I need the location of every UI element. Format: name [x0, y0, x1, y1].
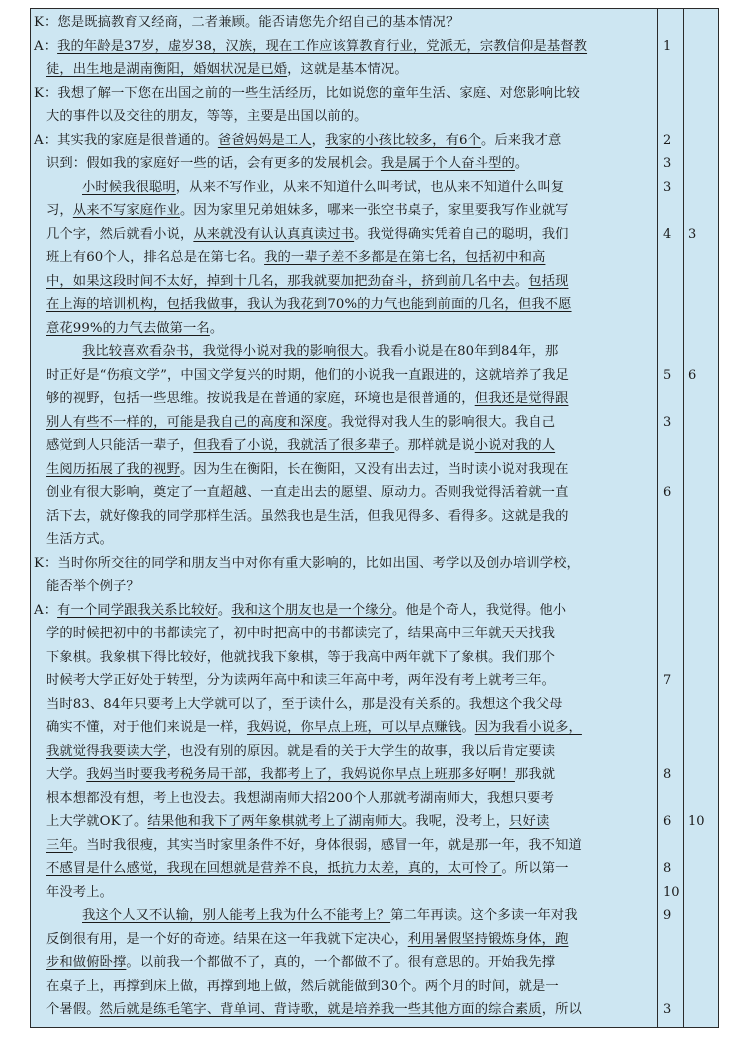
code-number-secondary: 3: [688, 226, 697, 242]
text-segment: 。: [217, 602, 232, 618]
transcript-line: [34, 647, 555, 669]
text-segment: 个暑假。: [46, 1002, 100, 1017]
code-number-primary: 6: [663, 814, 672, 829]
underlined-segment: 我家的小孩比较多，有6个: [325, 132, 481, 148]
text-segment: 活下去，就好像我的同学那样生活。虽然我也是生活，但我见得多、看得多。这就是我的: [46, 508, 569, 524]
text-segment: 。当时我很瘦，其实当时家里条件不好，身体很弱，感冒一年，就是那一年，我不知道: [72, 837, 582, 853]
underlined-segment: 但我看了小说，我就活了很多辈子: [193, 438, 395, 453]
code-number-primary: 5: [663, 367, 672, 383]
transcript-line: [34, 224, 569, 246]
underlined-segment: 别人有些不一样的，可能是我自己的高度和深度: [46, 414, 328, 430]
underlined-segment: 意花99%的力气去做第一名: [46, 320, 210, 336]
transcript-line: [34, 576, 140, 598]
transcript-line: [34, 341, 558, 363]
column-divider-1: [657, 8, 658, 1028]
transcript-line: [34, 788, 554, 810]
transcript-line: [34, 764, 555, 786]
transcript-line: [34, 412, 555, 434]
underlined-segment: 从来不写家庭作业: [72, 203, 180, 218]
code-number-primary: 7: [663, 673, 672, 688]
text-segment: 。我呢，没考上，: [401, 814, 510, 829]
text-segment: 年没考上。: [46, 884, 113, 900]
code-number-primary: 2: [663, 132, 672, 148]
code-number-secondary: 10: [688, 814, 705, 829]
text-segment: 。所以第一: [501, 861, 569, 876]
text-segment: 识到：假如我的家庭好一些的话，会有更多的发展机会。: [46, 156, 381, 171]
text-segment: 反倒很有用，是一个好的奇迹。结果在这一年我就下定决心，: [46, 931, 408, 947]
text-segment: 。他是个奇人，我觉得。他小: [392, 602, 567, 618]
transcript-line: [34, 459, 568, 481]
underlined-segment: 因为我看小说多，: [474, 720, 582, 735]
text-segment: 创业有很大影响，奠定了一直超越、一直走出去的愿望、原动力。否则我觉得活着就一直: [46, 485, 569, 500]
text-segment: A：: [34, 38, 58, 54]
underlined-segment: 我这个人又不认输，别人能考上我为什么不能考上？: [82, 908, 391, 923]
transcript-line: [34, 999, 582, 1021]
text-segment: 下象棋。我象棋下得比较好，他就找我下象棋，等于我高中两年就下了象棋。我们那个: [46, 649, 556, 665]
text-segment: ，也没有别的原因。就是看的关于大学生的故事，我以后肯定要读: [166, 743, 556, 759]
transcript-line: [34, 388, 568, 410]
text-segment: 。以前我一个都做不了，真的，一个都做不了。很有意思的。开始我先撑: [126, 955, 556, 970]
text-segment: K：当时你所交往的同学和朋友当中对你有重大影响的，比如出国、考学以及创办培训学校，: [34, 555, 580, 571]
transcript-line: [34, 153, 528, 175]
text-segment: 习，: [46, 203, 73, 218]
transcript-line: [34, 717, 582, 739]
transcript-line: [34, 130, 561, 152]
text-segment: 够的视野，包括一些思维。按说我是在普通的家庭，环境也是很普通的，: [46, 391, 475, 406]
transcript-line: [34, 976, 559, 998]
text-segment: 学的时候把初中的书都读完了，初中时把高中的书都读完了，结果高中三年就天天找我: [46, 626, 556, 641]
underlined-segment: 我比较喜欢看杂书，我觉得小说对我的影响很大: [82, 344, 364, 359]
text-segment: 当时83、84年只要考上大学就可以了，至于读什么，那是没有关系的。我想这个我父母: [46, 696, 563, 712]
underlined-segment: 我是属于个人奋斗型的: [380, 156, 515, 171]
underlined-segment: 只好读: [509, 814, 550, 829]
underlined-segment: 生阅历拓展了我的视野: [46, 461, 180, 477]
transcript-line: [34, 929, 568, 951]
code-number-primary: 4: [663, 226, 672, 242]
underlined-segment: 小说对我的人: [474, 438, 556, 453]
underlined-segment: 我的一辈子差不多都是在第七名，包括初中和高: [264, 250, 546, 265]
underlined-segment: 在上海的培训机构，包括我做事，我认为我花到70%的力气也能到前面的几名，但我不愿: [46, 297, 572, 312]
underlined-segment: 徒，出生地是湖南衡阳，婚姻状况是已婚: [46, 62, 288, 77]
text-segment: 班上有60个人，排名总是在第七名。: [46, 250, 265, 265]
transcript-line: [34, 694, 563, 716]
text-segment: 根本想都没有想，考上也没去。我想湖南师大招200个人那就考湖南师大，我想只要考: [46, 790, 554, 806]
underlined-segment: 步和做俯卧撑: [46, 955, 127, 970]
underlined-segment: 我就觉得我要读大学: [46, 743, 167, 759]
text-segment: 几个字，然后就看小说，: [46, 226, 194, 242]
underlined-segment: 爸爸妈妈是工人: [217, 132, 312, 148]
text-segment: 。那样就是说: [394, 438, 475, 453]
code-number-primary: 8: [663, 861, 672, 876]
code-number-secondary: 6: [688, 367, 697, 383]
text-segment: 时候考大学正好处于转型，分为读两年高中和读三年高中考，两年没有考上就考三年。: [46, 673, 556, 688]
transcript-line: [34, 600, 566, 622]
text-segment: ，从来不写作业，从来不知道什么叫考试，也从来不知道什么叫复: [175, 179, 565, 195]
transcript-line: [34, 623, 555, 645]
text-segment: 大的事件以及交往的朋友，等等，主要是出国以前的。: [46, 109, 368, 124]
underlined-segment: 三年: [46, 837, 73, 853]
text-segment: 生活方式。: [46, 532, 113, 547]
code-number-primary: 8: [663, 767, 672, 782]
text-segment: K：我想了解一下您在出国之前的一些生活经历，比如说您的童年生活、家庭、对您影响比较: [34, 85, 580, 101]
underlined-segment: 小时候我很聪明: [82, 179, 176, 195]
text-segment: 。我看小说是在80年到84年，那: [363, 344, 559, 359]
text-segment: 。因为生在衡阳，长在衡阳，又没有出去过，当时读小说对我现在: [179, 461, 569, 477]
text-segment: A：: [34, 602, 58, 618]
transcript-line: [34, 294, 572, 316]
underlined-segment: 但我还是觉得跟: [474, 391, 569, 406]
underlined-segment: 有一个同学跟我关系比较好: [57, 602, 218, 618]
text-segment: 。: [514, 273, 529, 289]
text-segment: 。: [514, 156, 529, 171]
code-number-primary: 1: [663, 38, 672, 54]
text-segment: 。: [461, 720, 475, 735]
text-segment: 上大学就OK了。: [46, 814, 148, 829]
transcript-line: [34, 271, 569, 293]
transcript-line: [34, 858, 568, 880]
text-segment: 那我就: [514, 767, 556, 782]
underlined-segment: 然后就是练毛笔字、背单词、背诗歌，就是培养我一些其他方面的综合素质: [99, 1002, 542, 1017]
column-divider-2: [683, 8, 684, 1028]
transcript-line: [34, 12, 459, 34]
text-segment: 感觉到人只能活一辈子，: [46, 438, 194, 453]
transcript-line: [34, 529, 113, 551]
transcript-line: [34, 83, 580, 105]
transcript-line: [34, 553, 580, 575]
text-segment: 第二年再读。这个多读一年对我: [390, 908, 578, 923]
text-segment: 时正好是“伤痕文学”，中国文学复兴的时期，他们的小说我一直跟进的，这就培养了我足: [46, 367, 569, 383]
underlined-segment: 从来就没有认认真真读过书: [193, 226, 355, 242]
text-segment: ，: [311, 132, 326, 148]
underlined-segment: 利用暑假坚持锻炼身体，跑: [407, 931, 569, 947]
transcript-line: [34, 365, 569, 387]
underlined-segment: 中，如果这段时间不太好，掉到十几名，那我就要加把劲奋斗，挤到前几名中去: [46, 273, 515, 289]
transcript-line: [34, 318, 223, 340]
text-segment: 确实不懂，对于他们来说是一样，: [46, 720, 247, 735]
transcript-line: [34, 835, 582, 857]
text-segment: K：您是既搞教育又经商，二者兼顾。能否请您先介绍自己的基本情况？: [34, 15, 460, 30]
transcript-line: [34, 482, 568, 504]
transcript-line: [34, 435, 555, 457]
text-segment: 。: [209, 320, 224, 336]
underlined-segment: 我妈说，你早点上班，可以早点赚钱: [246, 720, 462, 735]
text-segment: 大学。: [46, 767, 87, 782]
transcript-line: [34, 59, 408, 81]
transcript-line: [34, 952, 555, 974]
transcript-line: [34, 905, 578, 927]
text-segment: 在桌子上，再撑到床上做，再撑到地上做，然后就能做到30个。两个月的时间，就是一: [46, 978, 559, 994]
transcript-line: [34, 106, 368, 128]
transcript-line: [34, 177, 564, 199]
transcript-line: [34, 670, 555, 692]
underlined-segment: 我妈当时要我考税务局干部，我都考上了，我妈说你早点上班那多好啊！: [86, 767, 515, 782]
transcript-line: [34, 811, 549, 833]
underlined-segment: 结果他和我下了两年象棋就考上了湖南师大: [147, 814, 402, 829]
text-segment: 。我觉得确实凭着自己的聪明，我们: [354, 226, 569, 242]
text-segment: 能否举个例子？: [46, 579, 140, 594]
underlined-segment: 我和这个朋友也是一个缘分: [231, 602, 393, 618]
transcript-line: [34, 247, 545, 269]
code-number-primary: 3: [663, 1002, 672, 1017]
code-number-primary: 3: [663, 179, 672, 195]
transcript-line: [34, 36, 587, 58]
text-segment: 。因为家里兄弟姐妹多，哪来一张空书桌子，家里要我写作业就写: [179, 203, 569, 218]
transcript-line: [34, 200, 569, 222]
transcript-line: [34, 741, 555, 763]
code-number-primary: 3: [663, 414, 672, 430]
text-segment: 。后来我才意: [481, 132, 562, 148]
text-segment: 。我觉得对我人生的影响很大。我自己: [327, 414, 556, 430]
transcript-line: [34, 882, 113, 904]
underlined-segment: 我的年龄是37岁，虚岁38，汉族，现在工作应该算教育行业，党派无，宗教信仰是基督教: [57, 38, 588, 54]
text-segment: A：其实我的家庭是很普通的。: [34, 132, 218, 148]
underlined-segment: 不感冒是什么感觉，我现在回想就是营养不良，抵抗力太差，真的，太可怜了: [46, 861, 502, 876]
code-number-primary: 10: [663, 884, 680, 900]
underlined-segment: 包括现: [528, 273, 569, 289]
text-segment: ，这就是基本情况。: [287, 62, 408, 77]
text-segment: ，所以: [541, 1002, 582, 1017]
code-number-primary: 9: [663, 908, 672, 923]
transcript-line: [34, 506, 568, 528]
code-number-primary: 6: [663, 485, 672, 500]
code-number-primary: 3: [663, 156, 672, 171]
